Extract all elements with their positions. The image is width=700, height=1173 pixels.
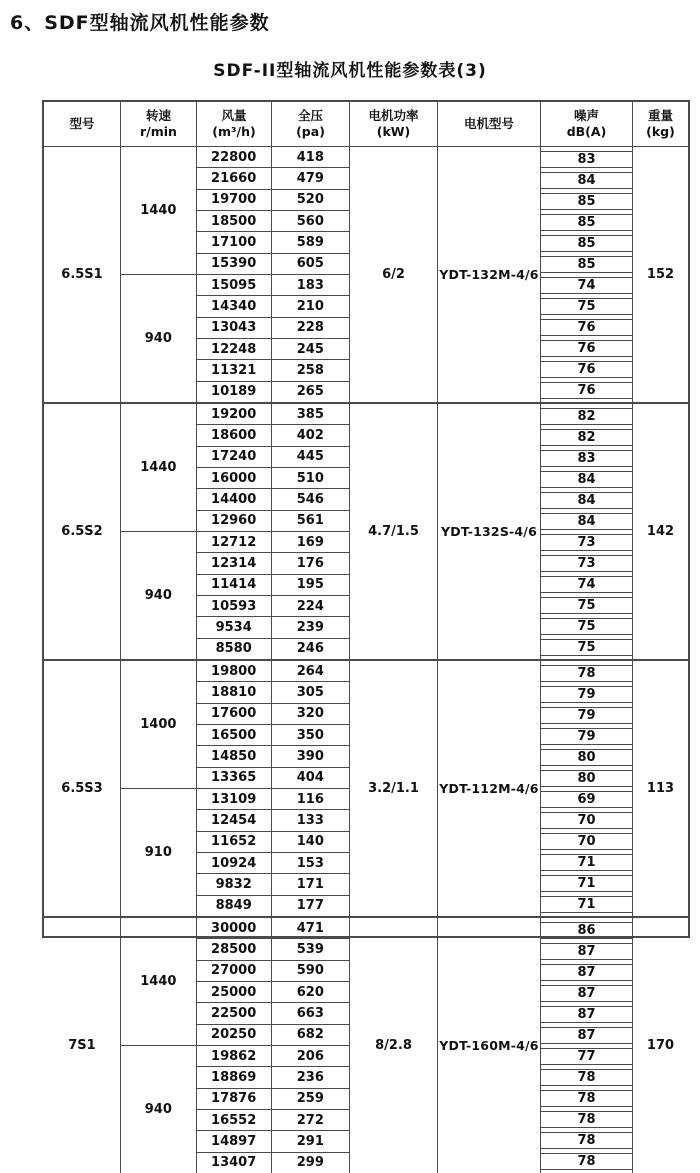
airflow-value: 13043 <box>197 318 272 338</box>
header-speed <box>121 102 197 146</box>
motor-model-cell: YDT-132S-4/6 <box>438 404 541 659</box>
noise-value: 78 <box>541 665 632 682</box>
noise-value: 79 <box>541 728 632 745</box>
table-row <box>197 1046 349 1066</box>
noise-value: 75 <box>541 298 632 315</box>
noise-value: 75 <box>541 618 632 635</box>
airflow-value: 9832 <box>197 874 272 894</box>
motor-model-cell: YDT-160M-4/6 <box>438 918 541 1173</box>
airflow-value: 18869 <box>197 1067 272 1087</box>
table-row <box>197 981 349 1002</box>
airflow-value: 10924 <box>197 853 272 873</box>
pressure-value: 265 <box>296 384 324 400</box>
header-motor-model <box>438 102 541 146</box>
weight-cell: 152 <box>646 267 675 282</box>
noise-value: 75 <box>541 639 632 656</box>
airflow-value: 21660 <box>197 168 272 188</box>
weight-cell: 142 <box>646 524 675 539</box>
noise-value: 78 <box>541 1090 632 1107</box>
noise-value: 78 <box>541 1132 632 1149</box>
pressure-value: 183 <box>296 277 324 293</box>
header-motor-power-line1: 电机功率 <box>368 108 419 123</box>
pressure-value: 245 <box>296 341 324 357</box>
pressure-value: 479 <box>296 170 324 186</box>
airflow-value: 30000 <box>197 918 272 938</box>
header-motor-power-line2: (kW) <box>376 124 411 139</box>
pressure-value: 176 <box>296 555 324 571</box>
pressure-value: 520 <box>296 192 324 208</box>
airflow-value: 11652 <box>197 832 272 852</box>
header-airflow <box>197 102 272 146</box>
speed-cell: 1400 <box>121 661 197 788</box>
airflow-value: 13109 <box>197 789 272 809</box>
noise-value: 73 <box>541 555 632 572</box>
airflow-value: 8580 <box>197 639 272 659</box>
header-motor-model-label: 电机型号 <box>463 116 514 131</box>
airflow-value: 11321 <box>197 360 272 380</box>
motor-model-cell: YDT-112M-4/6 <box>438 661 541 916</box>
model-cell: 6.5S3 <box>44 661 121 916</box>
model-cell: 6.5S2 <box>44 404 121 659</box>
table-row <box>197 616 349 637</box>
speed-group <box>121 274 349 402</box>
pressure-value: 272 <box>296 1112 324 1128</box>
table-row <box>197 317 349 338</box>
pressure-value: 471 <box>296 920 324 936</box>
pressure-value: 177 <box>296 898 324 914</box>
table-row <box>197 424 349 445</box>
noise-value: 87 <box>541 943 632 960</box>
weight-cell: 170 <box>646 1038 675 1053</box>
flow-pressure-rows <box>197 275 349 402</box>
table-row <box>197 595 349 616</box>
flow-pressure-rows <box>197 1046 349 1173</box>
header-airflow-line2: (m³/h) <box>212 124 256 139</box>
airflow-value: 28500 <box>197 939 272 959</box>
airflow-value: 12960 <box>197 511 272 531</box>
pressure-value: 116 <box>296 791 324 807</box>
table-row <box>197 767 349 788</box>
table-row <box>197 338 349 359</box>
table-row <box>197 1152 349 1173</box>
noise-value: 86 <box>541 922 632 939</box>
speed-flow-pressure-column <box>121 918 350 1173</box>
header-noise-line1: 噪声 <box>573 108 599 123</box>
header-weight-line2: (kg) <box>646 124 675 139</box>
noise-value: 74 <box>541 277 632 294</box>
airflow-value: 15390 <box>197 254 272 274</box>
pressure-value: 663 <box>296 1005 324 1021</box>
noise-column <box>541 918 633 1173</box>
airflow-value: 16552 <box>197 1110 272 1130</box>
airflow-value: 19200 <box>197 404 272 424</box>
noise-value: 87 <box>541 985 632 1002</box>
header-model <box>44 102 121 146</box>
pressure-value: 682 <box>296 1027 324 1043</box>
pressure-value: 589 <box>296 234 324 250</box>
noise-value: 78 <box>541 1069 632 1086</box>
pressure-value: 169 <box>296 534 324 550</box>
pressure-value: 590 <box>296 963 324 979</box>
noise-value: 84 <box>541 471 632 488</box>
pressure-value: 210 <box>296 298 324 314</box>
noise-value: 77 <box>541 1048 632 1065</box>
pressure-value: 258 <box>296 362 324 378</box>
pressure-value: 206 <box>296 1048 324 1064</box>
table-row <box>197 789 349 809</box>
motor-power-cell: 6/2 <box>350 147 438 402</box>
pressure-value: 320 <box>296 706 324 722</box>
noise-value: 80 <box>541 770 632 787</box>
table-row <box>197 938 349 959</box>
table-row <box>197 745 349 766</box>
pressure-value: 133 <box>296 812 324 828</box>
pressure-value: 402 <box>296 427 324 443</box>
pressure-value: 228 <box>296 320 324 336</box>
pressure-value: 560 <box>296 213 324 229</box>
flow-pressure-rows <box>197 789 349 916</box>
table-row <box>197 552 349 573</box>
airflow-value: 17100 <box>197 232 272 252</box>
airflow-value: 14897 <box>197 1131 272 1151</box>
table-row <box>197 918 349 938</box>
table-row <box>197 1002 349 1023</box>
noise-column <box>541 147 633 402</box>
header-motor-power <box>350 102 438 146</box>
airflow-value: 17240 <box>197 447 272 467</box>
header-airflow-line1: 风量 <box>221 108 247 123</box>
airflow-value: 17600 <box>197 704 272 724</box>
speed-cell: 910 <box>121 789 197 916</box>
noise-value: 85 <box>541 214 632 231</box>
noise-value: 78 <box>541 1111 632 1128</box>
table-row <box>197 638 349 659</box>
table-row <box>197 167 349 188</box>
pressure-value: 246 <box>296 641 324 657</box>
speed-group <box>121 147 349 274</box>
speed-group <box>121 788 349 916</box>
table-block <box>44 659 688 916</box>
airflow-value: 16000 <box>197 468 272 488</box>
noise-value: 71 <box>541 875 632 892</box>
noise-value: 82 <box>541 429 632 446</box>
header-speed-line1: 转速 <box>145 108 171 123</box>
airflow-value: 18810 <box>197 682 272 702</box>
airflow-value: 20250 <box>197 1025 272 1045</box>
noise-value: 87 <box>541 1027 632 1044</box>
airflow-value: 10189 <box>197 382 272 402</box>
pressure-value: 510 <box>296 470 324 486</box>
pressure-value: 385 <box>296 406 324 422</box>
pressure-value: 299 <box>296 1155 324 1171</box>
table-row <box>197 295 349 316</box>
noise-column <box>541 404 633 659</box>
table-row <box>197 446 349 467</box>
noise-value: 71 <box>541 896 632 913</box>
table-body <box>44 147 688 1173</box>
header-noise <box>541 102 633 146</box>
table-row <box>197 1066 349 1087</box>
header-pressure <box>272 102 350 146</box>
motor-power-cell: 4.7/1.5 <box>350 404 438 659</box>
airflow-value: 22500 <box>197 1003 272 1023</box>
model-cell: 7S1 <box>44 918 121 1173</box>
table-row <box>197 574 349 595</box>
speed-group <box>121 1045 349 1173</box>
pressure-value: 445 <box>296 449 324 465</box>
noise-value: 69 <box>541 791 632 808</box>
airflow-value: 16500 <box>197 725 272 745</box>
airflow-value: 19700 <box>197 190 272 210</box>
noise-value: 76 <box>541 319 632 336</box>
noise-value: 87 <box>541 1006 632 1023</box>
airflow-value: 18500 <box>197 211 272 231</box>
pressure-value: 561 <box>296 513 324 529</box>
speed-flow-pressure-column <box>121 147 350 402</box>
speed-cell: 1440 <box>121 147 197 274</box>
noise-value: 73 <box>541 534 632 551</box>
airflow-value: 12248 <box>197 339 272 359</box>
table-row <box>197 510 349 531</box>
noise-value: 79 <box>541 686 632 703</box>
speed-cell: 940 <box>121 532 197 659</box>
pressure-value: 171 <box>296 876 324 892</box>
speed-group <box>121 918 349 1045</box>
flow-pressure-rows <box>197 404 349 531</box>
table-row <box>197 210 349 231</box>
motor-power-cell: 3.2/1.1 <box>350 661 438 916</box>
noise-value: 85 <box>541 256 632 273</box>
flow-pressure-rows <box>197 918 349 1045</box>
airflow-value: 17876 <box>197 1089 272 1109</box>
airflow-value: 9534 <box>197 617 272 637</box>
table-row <box>197 275 349 295</box>
airflow-value: 14400 <box>197 489 272 509</box>
pressure-value: 224 <box>296 598 324 614</box>
noise-value: 83 <box>541 151 632 168</box>
noise-value: 70 <box>541 833 632 850</box>
table-row <box>197 1109 349 1130</box>
airflow-value: 12454 <box>197 810 272 830</box>
noise-value: 83 <box>541 450 632 467</box>
noise-value: 75 <box>541 597 632 614</box>
header-weight-line1: 重量 <box>647 108 673 123</box>
speed-group <box>121 404 349 531</box>
table-row <box>197 873 349 894</box>
table-row <box>197 809 349 830</box>
noise-value: 84 <box>541 172 632 189</box>
pressure-value: 239 <box>296 619 324 635</box>
weight-cell: 113 <box>646 781 675 796</box>
noise-value: 82 <box>541 408 632 425</box>
airflow-value: 11414 <box>197 575 272 595</box>
table-row <box>197 960 349 981</box>
table-row <box>197 147 349 167</box>
pressure-value: 418 <box>296 149 324 165</box>
pressure-value: 236 <box>296 1069 324 1085</box>
airflow-value: 18600 <box>197 425 272 445</box>
airflow-value: 10593 <box>197 596 272 616</box>
airflow-value: 13407 <box>197 1153 272 1173</box>
table-block <box>44 402 688 659</box>
table-row <box>197 359 349 380</box>
header-speed-line2: r/min <box>140 124 177 139</box>
pressure-value: 291 <box>296 1133 324 1149</box>
table-title: SDF-II型轴流风机性能参数表(3) <box>213 61 487 81</box>
flow-pressure-rows <box>197 147 349 274</box>
table-row <box>197 253 349 274</box>
pressure-value: 140 <box>296 834 324 850</box>
speed-cell: 940 <box>121 275 197 402</box>
noise-value: 76 <box>541 361 632 378</box>
airflow-value: 22800 <box>197 147 272 167</box>
pressure-value: 153 <box>296 855 324 871</box>
airflow-value: 14340 <box>197 296 272 316</box>
noise-value: 85 <box>541 235 632 252</box>
airflow-value: 12314 <box>197 553 272 573</box>
table-row <box>197 1088 349 1109</box>
pressure-value: 350 <box>296 727 324 743</box>
airflow-value: 12712 <box>197 532 272 552</box>
table-row <box>197 852 349 873</box>
table-header-row <box>44 102 688 147</box>
pressure-value: 305 <box>296 684 324 700</box>
header-noise-line2: dB(A) <box>566 124 607 139</box>
pressure-value: 264 <box>296 663 324 679</box>
flow-pressure-rows <box>197 532 349 659</box>
table-row <box>197 532 349 552</box>
table-row <box>197 467 349 488</box>
airflow-value: 15095 <box>197 275 272 295</box>
page-heading: 6、SDF型轴流风机性能参数 <box>10 12 270 34</box>
header-pressure-line1: 全压 <box>297 108 323 123</box>
noise-value: 78 <box>541 1153 632 1170</box>
table-row <box>197 703 349 724</box>
noise-value: 85 <box>541 193 632 210</box>
table-row <box>197 381 349 402</box>
table-row <box>197 189 349 210</box>
airflow-value: 27000 <box>197 961 272 981</box>
table-row <box>197 831 349 852</box>
pressure-value: 539 <box>296 941 324 957</box>
pressure-value: 546 <box>296 491 324 507</box>
noise-value: 80 <box>541 749 632 766</box>
model-cell: 6.5S1 <box>44 147 121 402</box>
noise-column <box>541 661 633 916</box>
airflow-value: 13365 <box>197 768 272 788</box>
header-model-label: 型号 <box>69 116 95 131</box>
noise-value: 76 <box>541 382 632 399</box>
motor-model-cell: YDT-132M-4/6 <box>438 147 541 402</box>
pressure-value: 390 <box>296 748 324 764</box>
speed-cell: 1440 <box>121 404 197 531</box>
pressure-value: 605 <box>296 256 324 272</box>
noise-value: 87 <box>541 964 632 981</box>
airflow-value: 25000 <box>197 982 272 1002</box>
header-pressure-line2: (pa) <box>296 124 325 139</box>
table-row <box>197 488 349 509</box>
table-row <box>197 1130 349 1151</box>
pressure-value: 620 <box>296 984 324 1000</box>
flow-pressure-rows <box>197 661 349 788</box>
table-block <box>44 147 688 402</box>
speed-cell: 1440 <box>121 918 197 1045</box>
noise-value: 76 <box>541 340 632 357</box>
noise-value: 84 <box>541 492 632 509</box>
noise-value: 71 <box>541 854 632 871</box>
speed-cell: 940 <box>121 1046 197 1173</box>
speed-flow-pressure-column <box>121 404 350 659</box>
table-row <box>197 661 349 681</box>
airflow-value: 8849 <box>197 896 272 916</box>
table-row <box>197 724 349 745</box>
table-row <box>197 404 349 424</box>
table-block <box>44 916 688 1173</box>
motor-power-cell: 8/2.8 <box>350 918 438 1173</box>
speed-flow-pressure-column <box>121 661 350 916</box>
table-row <box>197 1024 349 1045</box>
pressure-value: 259 <box>296 1091 324 1107</box>
airflow-value: 19800 <box>197 661 272 681</box>
noise-value: 70 <box>541 812 632 829</box>
speed-group <box>121 531 349 659</box>
noise-value: 84 <box>541 513 632 530</box>
pressure-value: 404 <box>296 770 324 786</box>
table-row <box>197 895 349 916</box>
speed-group <box>121 661 349 788</box>
noise-value: 79 <box>541 707 632 724</box>
header-weight <box>633 102 688 146</box>
noise-value: 74 <box>541 576 632 593</box>
table-row <box>197 231 349 252</box>
pressure-value: 195 <box>296 577 324 593</box>
airflow-value: 19862 <box>197 1046 272 1066</box>
airflow-value: 14850 <box>197 746 272 766</box>
fan-performance-table <box>42 100 690 1171</box>
table-row <box>197 681 349 702</box>
